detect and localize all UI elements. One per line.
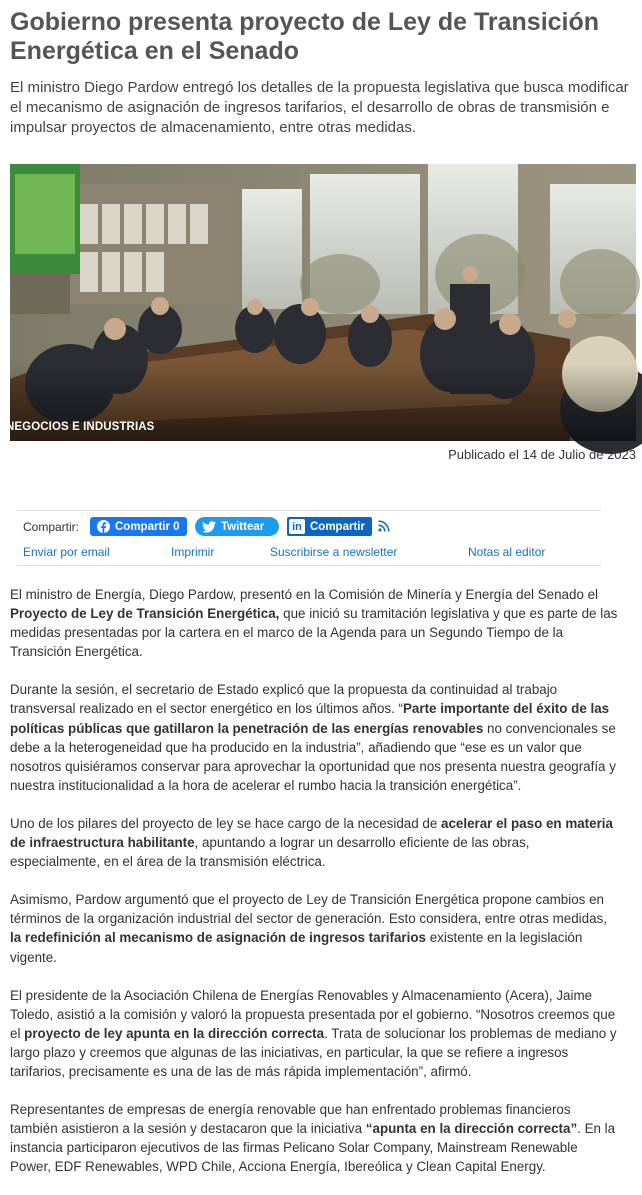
paragraph: Representantes de empresas de energía renovable que han enfrentado problemas financieros también asistieron a la sesión y destacaron que la iniciativa “apunta en la dirección correcta”. En la instancia participaron ejecutivos de las firmas Pelicano Solar Company, Mainstream Renewable Power, EDF Renewables, WPD Chile, Acciona Energía, Ibereólica y Clean Capital Energy.	[10, 1102, 616, 1175]
print-link[interactable]: Imprimir	[171, 545, 215, 559]
rss-icon[interactable]	[378, 520, 390, 532]
newsletter-link[interactable]: Suscribirse a newsletter	[270, 545, 398, 559]
share-label: Compartir:	[23, 520, 80, 534]
twitter-share-label: Twittear	[221, 520, 265, 533]
paragraph: Asimismo, Pardow argumentó que el proyecto de Ley de Transición Energética propone cambios en términos de la organización industrial del sector de generación. Esto considera, entre otras medidas, la redefinición al mecanismo de asignación de ingresos tarifarios existente en la legislación vigente.	[10, 892, 607, 965]
facebook-share-label: Compartir 0	[115, 520, 180, 533]
facebook-share-button[interactable]	[90, 517, 187, 536]
article-lead: El ministro Diego Pardow entregó los detalles de la propuesta legislativa que busca modificar el mecanismo de asignación de ingresos tarifarios, el desarrollo de obras de transmisión e impulsar proyectos de almacenamiento, entre otras medidas.	[10, 79, 629, 136]
linkedin-share-button[interactable]	[287, 517, 372, 536]
meeting-photo	[10, 164, 636, 441]
twitter-bird-icon	[202, 521, 216, 533]
paragraph: Uno de los pilares del proyecto de ley se hace cargo de la necesidad de acelerar el paso en materia de infraestructura habilitante, apuntando a lograr un desarrollo eficiente de las obras, especialmente, en el área de la transmisión eléctrica.	[10, 815, 613, 870]
paragraph: El ministro de Energía, Diego Pardow, presentó en la Comisión de Minería y Energía del Senado el Proyecto de Ley de Transición Energética, que inició su tramitación legislativa y que es parte de las medidas presentadas por la cartera en el marco de la Agenda para un Segundo Tiempo de la Transición Energética.	[10, 587, 618, 660]
paragraph: Durante la sesión, el secretario de Estado explicó que la propuesta da continuidad al trabajo transversal realizado en el sector energético en los últimos años. “Parte importante del éxito de las políticas públicas que gatillaron la penetración de las energías renovables no convencionales se debe a la heterogeneidad que ha producido en la industria”, añadiendo que “ese es un valor que nosotros quisiéramos conservar para aprovechar la oportunidad que nos presenta nuestra geografía y nuestra institucionalidad a la hora de acelerar el rumbo hacia la transición energética”.	[10, 682, 616, 793]
hero-image[interactable]	[10, 164, 636, 441]
category-label[interactable]: NEGOCIOS E INDUSTRIAS	[6, 421, 155, 433]
article-headline: Gobierno presenta proyecto de Ley de Transición Energética en el Senado	[10, 8, 600, 65]
twitter-share-button[interactable]	[195, 517, 279, 536]
paragraph: El presidente de la Asociación Chilena de Energías Renovables y Almacenamiento (Acera), Jaime Toledo, asistió a la comisión y valoró la propuesta presentada por el gobierno. “Nosotros creemos que el proyecto de ley apunta en la dirección correcta. Trata de solucionar los problemas de mediano y largo plazo y creemos que algunas de las iniciativas, en particular, la que se refiere a ingresos tarifarios, precisamente es una de las de más rápida implementación”, afirmó.	[10, 987, 617, 1079]
published-date: Publicado el 14 de Julio de 2023	[448, 447, 636, 462]
facebook-icon	[97, 520, 110, 533]
share-toolbar	[17, 510, 601, 566]
article-body	[10, 585, 620, 1195]
linkedin-share-label: Compartir	[310, 520, 365, 533]
linkedin-icon: in	[289, 519, 305, 534]
editor-notes-link[interactable]: Notas al editor	[468, 545, 546, 559]
email-link[interactable]: Enviar por email	[23, 545, 110, 559]
